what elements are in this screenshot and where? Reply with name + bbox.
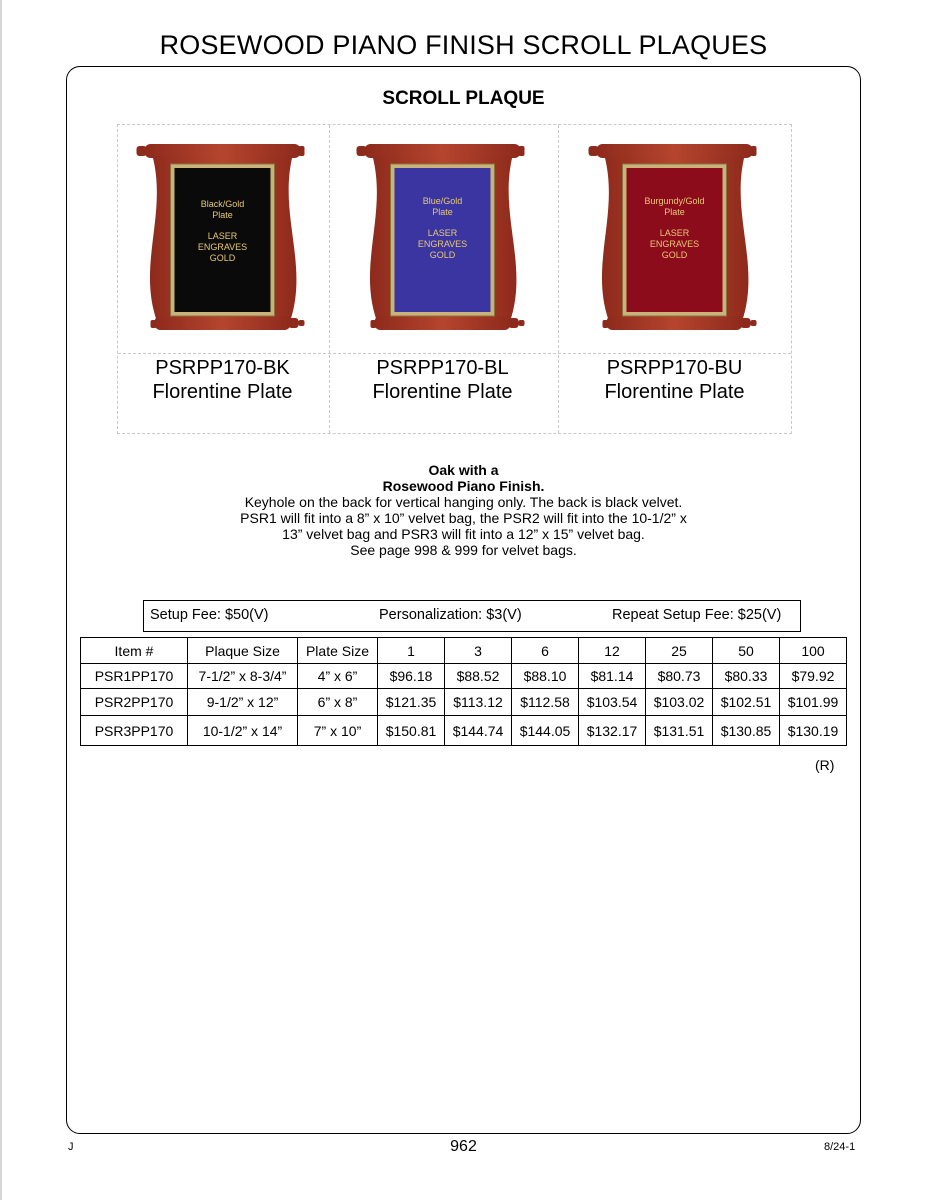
footer-right: 8/24-1 bbox=[824, 1141, 856, 1153]
product-card bbox=[117, 124, 328, 434]
description-line: Rosewood Piano Finish. bbox=[382, 478, 545, 494]
table-row bbox=[81, 689, 847, 716]
table-cell: PSR2PP170 bbox=[81, 689, 188, 716]
product-code: PSRPP170-BL bbox=[376, 357, 509, 379]
table-cell: $144.05 bbox=[512, 716, 579, 746]
table-header-cell: 1 bbox=[378, 638, 445, 664]
table-cell: $88.52 bbox=[445, 664, 512, 689]
engrave-label: LASER ENGRAVES GOLD bbox=[417, 228, 468, 260]
table-header-cell: 50 bbox=[713, 638, 780, 664]
repeat-setup-fee: Repeat Setup Fee: $25(V) bbox=[612, 607, 782, 623]
table-cell: $113.12 bbox=[445, 689, 512, 716]
table-cell: $102.51 bbox=[713, 689, 780, 716]
product-label bbox=[557, 356, 792, 404]
table-header-cell: 6 bbox=[512, 638, 579, 664]
table-cell: $150.81 bbox=[378, 716, 445, 746]
plate-color-label: Blue/Gold Plate bbox=[422, 196, 463, 217]
table-cell: $132.17 bbox=[579, 716, 646, 746]
table-cell: 10-1/2” x 14” bbox=[188, 716, 298, 746]
price-table bbox=[80, 637, 847, 746]
table-cell: 6” x 8” bbox=[298, 689, 378, 716]
section-title: SCROLL PLAQUE bbox=[382, 88, 545, 109]
table-cell: $79.92 bbox=[780, 664, 847, 689]
table-cell: $103.02 bbox=[646, 689, 713, 716]
table-header-cell: 100 bbox=[780, 638, 847, 664]
table-header-cell: 3 bbox=[445, 638, 512, 664]
product-name: Florentine Plate bbox=[372, 381, 513, 403]
table-cell: $103.54 bbox=[579, 689, 646, 716]
table-cell: 4” x 6” bbox=[298, 664, 378, 689]
plate-engraving bbox=[178, 199, 268, 264]
product-code: PSRPP170-BK bbox=[155, 357, 290, 379]
page-edge-rule bbox=[0, 0, 2, 1200]
description-line: See page 998 & 999 for velvet bags. bbox=[350, 542, 577, 558]
product-label bbox=[328, 356, 557, 404]
engrave-label: LASER ENGRAVES GOLD bbox=[197, 231, 248, 263]
table-cell: $88.10 bbox=[512, 664, 579, 689]
table-cell: $121.35 bbox=[378, 689, 445, 716]
plate-color-label: Black/Gold Plate bbox=[200, 199, 245, 220]
plate-engraving bbox=[398, 196, 488, 261]
setup-fee: Setup Fee: $50(V) bbox=[150, 607, 269, 623]
page-title: ROSEWOOD PIANO FINISH SCROLL PLAQUES bbox=[159, 30, 768, 60]
table-cell: $101.99 bbox=[780, 689, 847, 716]
table-cell: $80.33 bbox=[713, 664, 780, 689]
table-cell: $81.14 bbox=[579, 664, 646, 689]
table-cell: $144.74 bbox=[445, 716, 512, 746]
table-header-cell: 25 bbox=[646, 638, 713, 664]
fees-box bbox=[143, 600, 801, 632]
table-cell: $131.51 bbox=[646, 716, 713, 746]
table-cell: $130.19 bbox=[780, 716, 847, 746]
product-card bbox=[557, 124, 792, 434]
table-header-cell: Plaque Size bbox=[188, 638, 298, 664]
table-row bbox=[81, 664, 847, 689]
table-cell: PSR1PP170 bbox=[81, 664, 188, 689]
table-header-row bbox=[81, 638, 847, 664]
product-code: PSRPP170-BU bbox=[606, 357, 743, 379]
product-card bbox=[328, 124, 557, 434]
table-cell: $96.18 bbox=[378, 664, 445, 689]
table-header-cell: 12 bbox=[579, 638, 646, 664]
table-cell: $80.73 bbox=[646, 664, 713, 689]
product-description bbox=[0, 462, 927, 558]
description-line: PSR1 will fit into a 8” x 10” velvet bag, the PSR2 will fit into the 10-1/2” x bbox=[240, 510, 687, 526]
footer-left: J bbox=[68, 1141, 74, 1153]
description-line: Oak with a bbox=[428, 462, 499, 478]
description-line: 13” velvet bag and PSR3 will fit into a 12” x 15” velvet bag. bbox=[282, 526, 645, 542]
table-cell: PSR3PP170 bbox=[81, 716, 188, 746]
table-cell: $112.58 bbox=[512, 689, 579, 716]
personalization-fee: Personalization: $3(V) bbox=[379, 607, 522, 623]
plate-engraving bbox=[630, 196, 720, 261]
table-cell: 7-1/2” x 8-3/4” bbox=[188, 664, 298, 689]
description-line: Keyhole on the back for vertical hanging only. The back is black velvet. bbox=[244, 494, 683, 510]
product-label bbox=[117, 356, 328, 404]
table-cell: $130.85 bbox=[713, 716, 780, 746]
table-cell: 7” x 10” bbox=[298, 716, 378, 746]
table-row bbox=[81, 716, 847, 746]
product-name: Florentine Plate bbox=[152, 381, 293, 403]
product-name: Florentine Plate bbox=[604, 381, 745, 403]
table-header-cell: Item # bbox=[81, 638, 188, 664]
page-number: 962 bbox=[450, 1138, 477, 1155]
engrave-label: LASER ENGRAVES GOLD bbox=[649, 228, 700, 260]
table-cell: 9-1/2” x 12” bbox=[188, 689, 298, 716]
table-header-cell: Plate Size bbox=[298, 638, 378, 664]
plate-color-label: Burgundy/Gold Plate bbox=[644, 196, 705, 217]
revision-mark: (R) bbox=[815, 757, 835, 773]
